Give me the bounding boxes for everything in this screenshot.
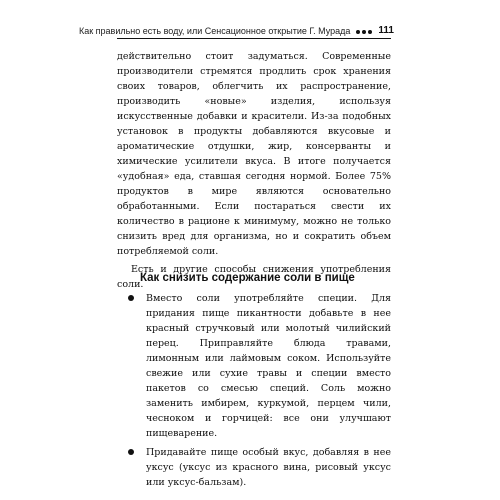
dot-icon — [362, 30, 366, 34]
bullet-icon — [128, 449, 134, 455]
paragraph: Есть и другие способы снижения употребления соли. — [117, 264, 391, 290]
body-text — [117, 49, 391, 292]
paragraph: действительно стоит задуматься. Современные производители стремятся продлить срок хранения своих товаров, облегчить их распространение, производить «новые» изделия, используя искусственные добавки и красители. Из-за подобных установок в продукты добавляются вкусовые и ароматические отдушки, жир, консерванты и химические усилители вкуса. В итоге получается «удобная» еда, ставшая сегодня нормой. Более 75% продуктов в мире являются основательно обработанными. Если постараться свести их количество в рационе к минимуму, можно не только снизить вред для организма, но и сократить объем потребляемой соли. — [117, 51, 391, 257]
list-item — [128, 291, 391, 441]
dots-ornament — [356, 30, 372, 34]
tips-list — [128, 291, 391, 494]
section-heading: Как снизить содержание соли в пище — [140, 272, 355, 284]
dot-icon — [356, 30, 360, 34]
list-item-text: Придавайте пище особый вкус, добавляя в нее уксус (уксус из красного вина, рисовый уксус или уксус-бальзам). — [146, 447, 391, 488]
page-number: 111 — [378, 25, 394, 36]
bullet-icon — [128, 295, 134, 301]
running-header — [78, 16, 394, 36]
list-item-text: Вместо соли употребляйте специи. Для придания пище пикантности добавьте в нее красный стручковый или молотый чилийский перец. Приправляйте блюда травами, лимонным или лаймовым соком. Используйте свежие или сухие травы и специи вместо пакетов со смесью специй. Соль можно заменить имбирем, куркумой, перцем чили, чесноком и горчицей: все они улучшают пищеварение. — [146, 293, 391, 439]
dot-icon — [368, 30, 372, 34]
list-item — [128, 445, 391, 490]
running-title: Как правильно есть воду, или Сенсационное открытие Г. Мурада — [78, 26, 351, 36]
header-rule — [117, 38, 391, 39]
